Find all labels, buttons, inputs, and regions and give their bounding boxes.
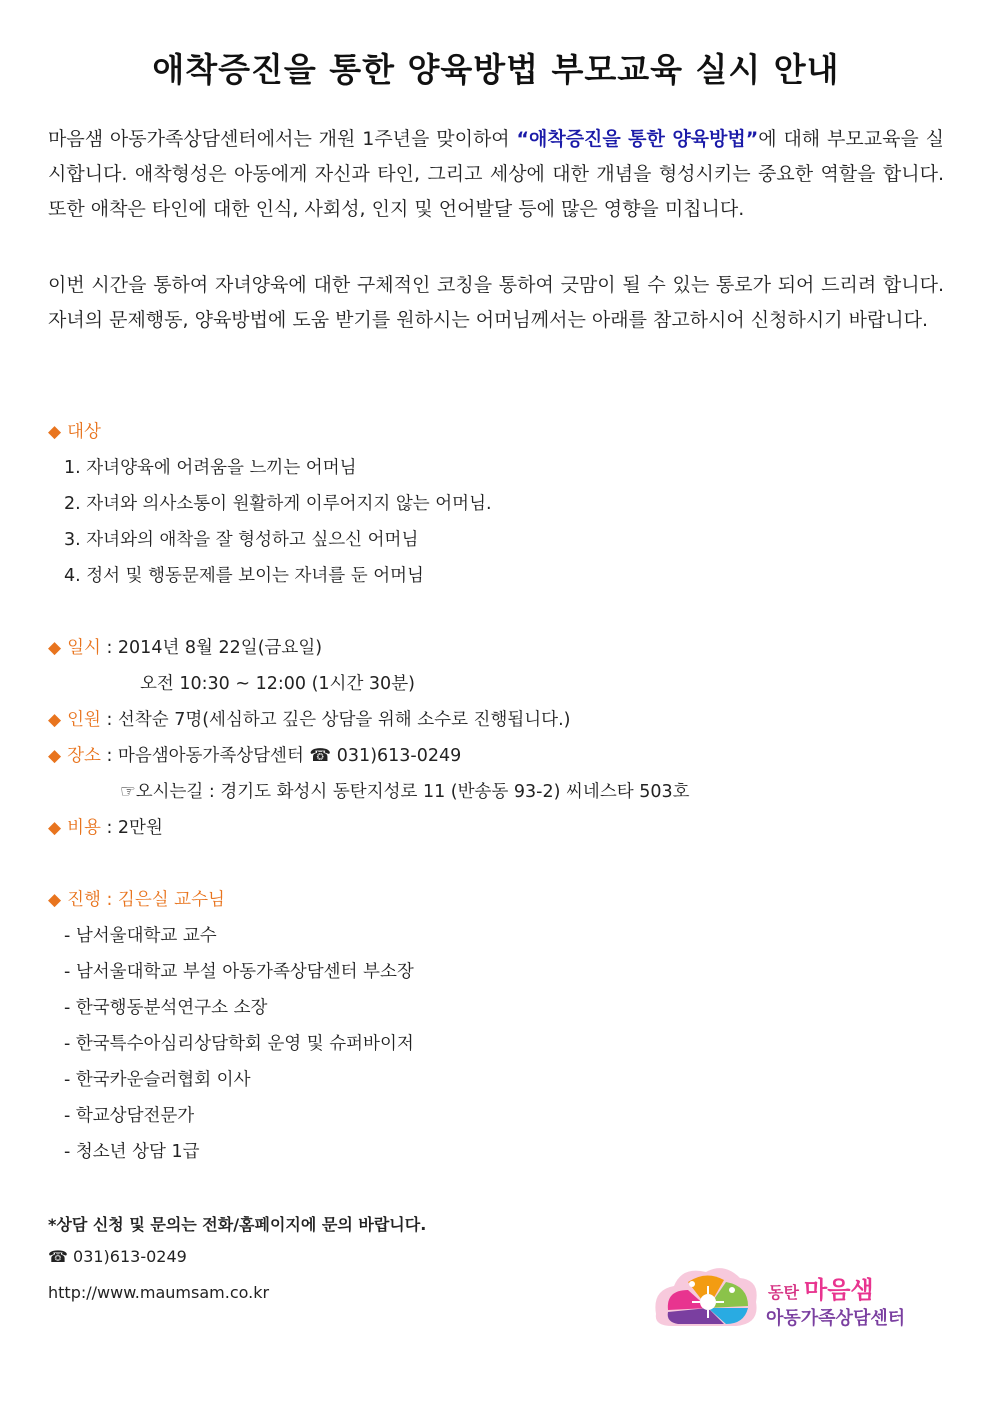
schedule-label: 일시	[67, 638, 101, 658]
contact-phone: ☎ 031)613-0249	[48, 1247, 187, 1266]
diamond-bullet-icon: ◆	[48, 746, 62, 766]
target-item: 1. 자녀양육에 어려움을 느끼는 어머님	[64, 458, 357, 478]
fee-row	[48, 814, 163, 839]
diamond-bullet-icon: ◆	[48, 710, 62, 730]
instructor-credential: - 한국카운슬러협회 이사	[64, 1070, 251, 1090]
instructor-heading	[48, 886, 225, 911]
homepage-link[interactable]: http://www.maumsam.co.kr	[48, 1283, 270, 1302]
target-item: 2. 자녀와 의사소통이 원활하게 이루어지지 않는 어머님.	[64, 494, 492, 514]
program-name-highlight: “애착증진을 통한 양육방법”	[516, 128, 759, 150]
place-directions: ☞오시는길 : 경기도 화성시 동탄지성로 11 (반송동 93-2) 씨네스타 503호	[120, 782, 690, 802]
logo-wordmark	[768, 1270, 874, 1305]
schedule-time: 오전 10:30 ~ 12:00 (1시간 30분)	[140, 674, 415, 694]
intro-text-continued: 에 대해 부모교육을 실시합니다. 애착형성은 아동에게 자신과 타인, 그리고 세상에 대한 개념을 형성시키는 중요한 역할을 합니다. 또한 애착은 타인에 대한 인식, 사회성, 인지 및 언어발달 등에 많은 영향을 미칩니다.	[48, 128, 944, 220]
inquiry-note: *상담 신청 및 문의는 전화/홈페이지에 문의 바랍니다.	[48, 1215, 427, 1234]
instructor-label: 진행 : 김은실 교수님	[67, 890, 225, 910]
instructor-credential: - 한국특수아심리상담학회 운영 및 슈퍼바이저	[64, 1034, 414, 1054]
intro-paragraph-2: 이번 시간을 통하여 자녀양육에 대한 구체적인 코칭을 통하여 긋맘이 될 수 있는 통로가 되어 드리려 합니다. 자녀의 문제행동, 양육방법에 도움 받기를 원하시는 어머님께서는 아래를 참고하시어 신청하시기 바랍니다.	[48, 274, 944, 331]
logo-org-name: 아동가족상담센터	[766, 1308, 906, 1329]
page-title: 애착증진을 통한 양육방법 부모교육 실시 안내	[152, 50, 840, 89]
intro-paragraph-1	[48, 122, 944, 227]
instructor-credential: - 학교상담전문가	[64, 1106, 195, 1126]
target-label: 대상	[67, 422, 101, 442]
diamond-bullet-icon: ◆	[48, 890, 62, 910]
place-value: : 마음샘아동가족상담센터 ☎ 031)613-0249	[100, 746, 462, 766]
logo-region: 동탄	[768, 1283, 799, 1302]
target-item: 3. 자녀와의 애착을 잘 형성하고 싶으신 어머님	[64, 530, 419, 550]
fee-value: : 2만원	[100, 818, 163, 838]
capacity-row	[48, 706, 570, 731]
instructor-credential: - 청소년 상담 1급	[64, 1142, 200, 1162]
instructor-credential: - 남서울대학교 교수	[64, 926, 217, 946]
intro-text: 마음샘 아동가족상담센터에서는 개원 1주년을 맞이하여	[48, 128, 517, 150]
target-heading	[48, 418, 101, 443]
diamond-bullet-icon: ◆	[48, 818, 62, 838]
diamond-bullet-icon: ◆	[48, 638, 62, 658]
diamond-bullet-icon: ◆	[48, 422, 62, 442]
instructor-credential: - 남서울대학교 부설 아동가족상담센터 부소장	[64, 962, 414, 982]
place-row	[48, 742, 461, 767]
fee-label: 비용	[67, 818, 101, 838]
capacity-value: : 선착순 7명(세심하고 깊은 상담을 위해 소수로 진행됩니다.)	[100, 710, 571, 730]
place-label: 장소	[67, 746, 101, 766]
schedule-date: : 2014년 8월 22일(금요일)	[100, 638, 323, 658]
target-item: 4. 정서 및 행동문제를 보이는 자녀를 둔 어머님	[64, 566, 424, 586]
capacity-label: 인원	[67, 710, 101, 730]
schedule-row	[48, 634, 322, 659]
instructor-credential: - 한국행동분석연구소 소장	[64, 998, 268, 1018]
logo-name: 마음샘	[804, 1276, 874, 1304]
